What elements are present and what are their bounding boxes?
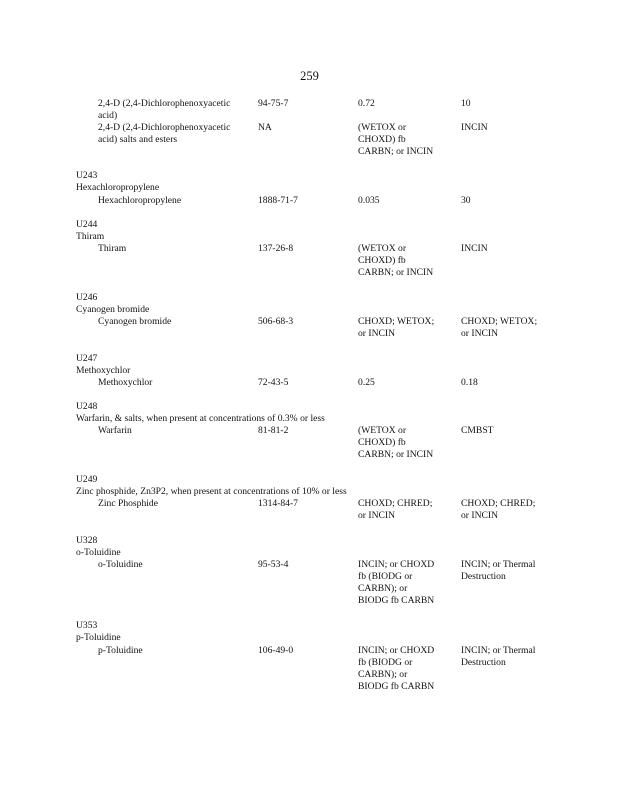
row-name-line-2: acid) salts and esters xyxy=(98,134,178,145)
wastewater-line: fb (BIODG or xyxy=(358,657,413,668)
wastewater-line: BIODG fb CARBN xyxy=(358,595,435,606)
nonwastewater-line: 0.18 xyxy=(461,377,478,388)
wastewater-line: 0.25 xyxy=(358,377,375,388)
waste-code: U353 xyxy=(76,620,98,631)
constituent-name: Methoxychlor xyxy=(98,377,153,388)
waste-description: Cyanogen bromide xyxy=(76,304,150,315)
cas-number: 95-53-4 xyxy=(258,559,289,570)
wastewater-line: (WETOX or xyxy=(358,425,407,436)
row-cas: 94-75-7 xyxy=(258,98,289,109)
row-nonwastewater-standard: INCIN xyxy=(461,122,488,133)
wastewater-line: 0.035 xyxy=(358,195,380,206)
nonwastewater-line: or INCIN xyxy=(461,510,499,521)
row-cas: NA xyxy=(258,122,272,133)
waste-code: U244 xyxy=(76,219,98,230)
wastewater-line: or INCIN xyxy=(358,510,396,521)
waste-description: Methoxychlor xyxy=(76,365,131,376)
nonwastewater-line: Destruction xyxy=(461,571,506,582)
waste-code: U243 xyxy=(76,170,98,181)
row-wastewater-line-2: CHOXD) fb xyxy=(358,134,406,145)
cas-number: 81-81-2 xyxy=(258,425,289,436)
constituent-name: Warfarin xyxy=(98,425,132,436)
wastewater-line: CARBN; or INCIN xyxy=(358,449,434,460)
wastewater-line: (WETOX or xyxy=(358,243,407,254)
cas-number: 1314-84-7 xyxy=(258,498,298,509)
wastewater-line: INCIN; or CHOXD xyxy=(358,559,435,570)
waste-description: Warfarin, & salts, when present at concentrations of 0.3% or less xyxy=(76,413,325,424)
nonwastewater-line: INCIN; or Thermal xyxy=(461,559,536,570)
cas-number: 72-43-5 xyxy=(258,377,289,388)
cas-number: 1888-71-7 xyxy=(258,195,298,206)
waste-description: Zinc phosphide, Zn3P2, when present at concentrations of 10% or less xyxy=(76,486,347,497)
nonwastewater-line: CHOXD; CHRED; xyxy=(461,498,536,509)
waste-code: U246 xyxy=(76,292,98,303)
cas-number: 106-49-0 xyxy=(258,645,294,656)
constituent-name: Hexachloropropylene xyxy=(98,195,182,206)
constituent-name: Thiram xyxy=(98,243,127,254)
wastewater-line: CHOXD) fb xyxy=(358,255,406,266)
waste-description: Hexachloropropylene xyxy=(76,182,160,193)
row-wastewater-line-3: CARBN; or INCIN xyxy=(358,146,434,157)
waste-code: U328 xyxy=(76,535,98,546)
wastewater-line: BIODG fb CARBN xyxy=(358,681,435,692)
waste-description: o-Toluidine xyxy=(76,547,121,558)
constituent-name: p-Toluidine xyxy=(98,645,143,656)
constituent-name: o-Toluidine xyxy=(98,559,143,570)
wastewater-line: CHOXD; WETOX; xyxy=(358,316,435,327)
wastewater-line: CARBN); or xyxy=(358,669,408,680)
nonwastewater-line: INCIN; or Thermal xyxy=(461,645,536,656)
wastewater-line: or INCIN xyxy=(358,328,396,339)
wastewater-line: CARBN); or xyxy=(358,583,408,594)
nonwastewater-line: INCIN xyxy=(461,243,488,254)
row-wastewater-standard: 0.72 xyxy=(358,98,375,109)
waste-code: U249 xyxy=(76,474,98,485)
cas-number: 506-68-3 xyxy=(258,316,294,327)
nonwastewater-line: CMBST xyxy=(461,425,494,436)
wastewater-line: CHOXD; CHRED; xyxy=(358,498,433,509)
nonwastewater-line: CHOXD; WETOX; xyxy=(461,316,538,327)
wastewater-line: CHOXD) fb xyxy=(358,437,406,448)
row-wastewater-line-1: (WETOX or xyxy=(358,122,407,133)
wastewater-line: fb (BIODG or xyxy=(358,571,413,582)
page-number: 259 xyxy=(300,69,319,83)
constituent-name: Cyanogen bromide xyxy=(98,316,172,327)
waste-description: p-Toluidine xyxy=(76,632,121,643)
nonwastewater-line: 30 xyxy=(461,195,471,206)
nonwastewater-line: or INCIN xyxy=(461,328,499,339)
row-nonwastewater-standard: 10 xyxy=(461,98,471,109)
row-name-line-2: acid) xyxy=(98,110,118,121)
waste-description: Thiram xyxy=(76,231,105,242)
wastewater-line: CARBN; or INCIN xyxy=(358,267,434,278)
nonwastewater-line: Destruction xyxy=(461,657,506,668)
constituent-name: Zinc Phosphide xyxy=(98,498,158,509)
wastewater-line: INCIN; or CHOXD xyxy=(358,645,435,656)
cas-number: 137-26-8 xyxy=(258,243,294,254)
row-name-line-1: 2,4-D (2,4-Dichlorophenoxyacetic xyxy=(98,122,231,133)
row-name-line-1: 2,4-D (2,4-Dichlorophenoxyacetic xyxy=(98,98,231,109)
waste-code: U248 xyxy=(76,401,98,412)
waste-code: U247 xyxy=(76,353,98,364)
